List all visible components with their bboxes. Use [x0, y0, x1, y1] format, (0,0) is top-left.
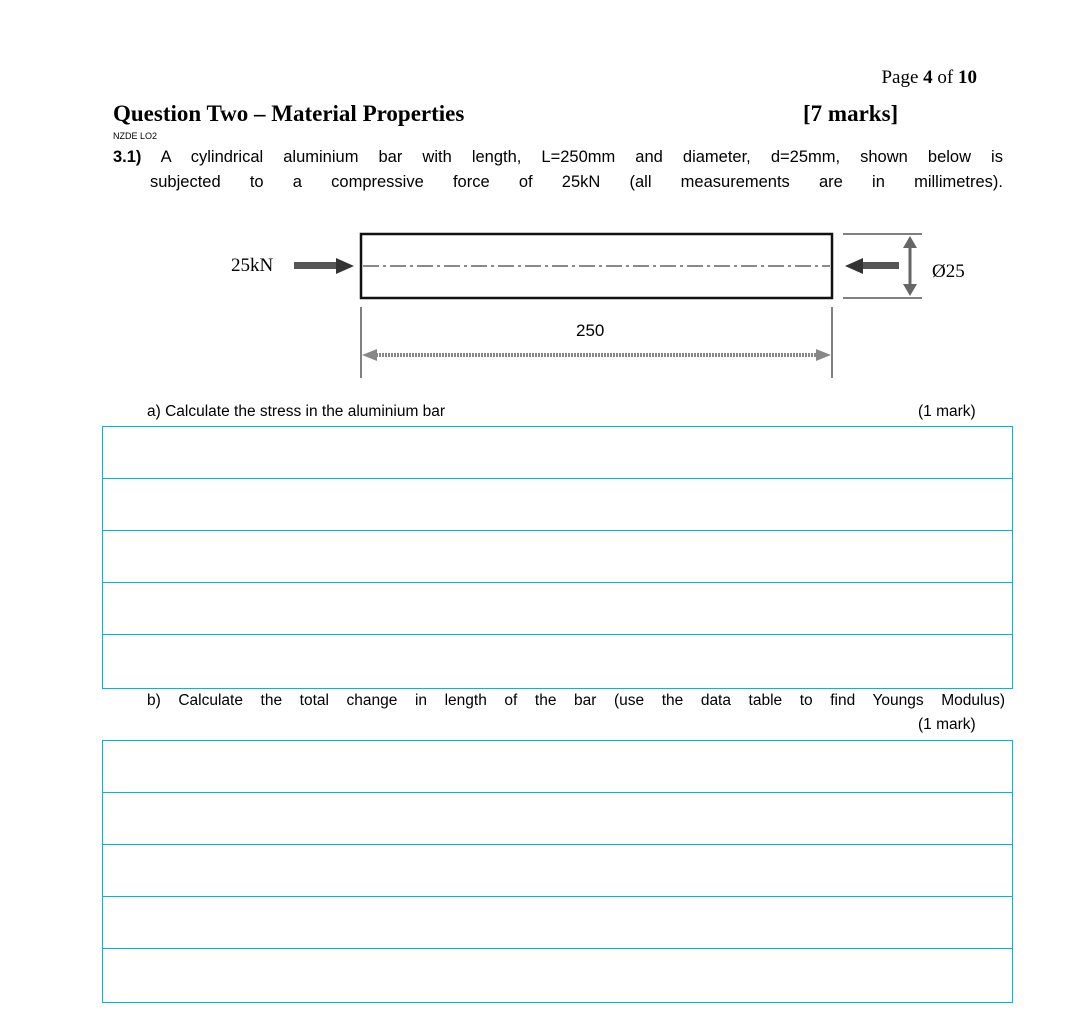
answer-line[interactable] [103, 427, 1012, 479]
answer-line[interactable] [103, 635, 1012, 687]
force-label: 25kN [231, 255, 274, 276]
part-a-marks: (1 mark) [918, 403, 976, 420]
answer-line[interactable] [103, 741, 1012, 793]
answer-line[interactable] [103, 793, 1012, 845]
page-of: of [937, 67, 954, 88]
learning-outcome-tag: NZDE LO2 [113, 131, 158, 141]
part-b-label: b) Calculate the total change in length of the bar (use the data table to find Youngs Modulus) [147, 692, 1005, 709]
part-a-answer-box[interactable] [102, 426, 1013, 689]
diameter-label: Ø25 [932, 261, 965, 282]
part-b-answer-box[interactable] [102, 740, 1013, 1003]
right-force-arrow [845, 258, 899, 274]
question-number: 3.1) [113, 148, 142, 166]
bar-diagram [0, 0, 1080, 400]
page-total: 10 [958, 67, 977, 88]
question-marks: [7 marks] [803, 101, 899, 126]
answer-line[interactable] [103, 897, 1012, 949]
page-current: 4 [923, 67, 933, 88]
part-a-label: a) Calculate the stress in the aluminium bar [147, 403, 446, 420]
left-force-arrow [294, 258, 354, 274]
answer-line[interactable] [103, 479, 1012, 531]
question-text-line1: A cylindrical aluminium bar with length, L=250mm and diameter, d=25mm, shown below is [160, 148, 1003, 166]
part-b-marks: (1 mark) [918, 716, 976, 733]
question-text-line2: subjected to a compressive force of 25kN (all measurements are in millimetres). [150, 173, 1003, 191]
page-prefix: Page [881, 67, 919, 88]
answer-line[interactable] [103, 531, 1012, 583]
answer-line[interactable] [103, 949, 1012, 1001]
length-dimension [361, 307, 832, 378]
answer-line[interactable] [103, 583, 1012, 635]
question-title: Question Two – Material Properties [113, 101, 465, 126]
answer-line[interactable] [103, 845, 1012, 897]
length-label: 250 [576, 321, 605, 340]
